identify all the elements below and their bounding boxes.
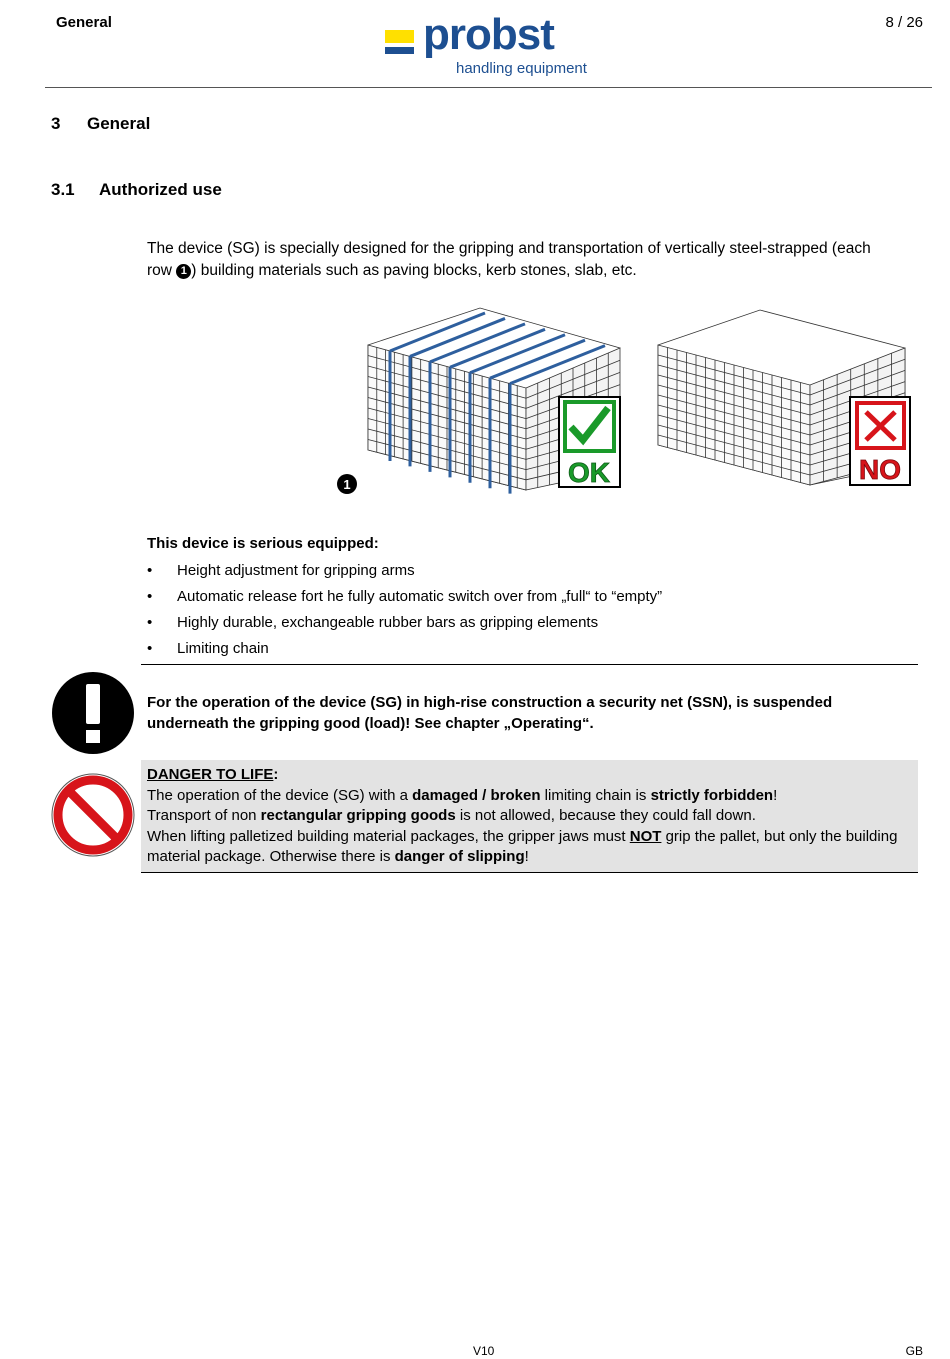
equipment-title: This device is serious equipped: (147, 535, 379, 552)
logo-blue-bar (385, 47, 414, 54)
text: grip the pallet, but only the building material package. Otherwise there is (147, 827, 898, 865)
danger-line-2 (147, 806, 912, 827)
danger-title: DANGER TO LIFE (147, 766, 274, 783)
heading-1-title: General (87, 114, 151, 133)
intro-text-1: The device (SG) is specially designed for the gripping and transportation of vertically steel-strapped (each row (147, 240, 871, 279)
text: When lifting palletized building material packages, the gripper jaws must (147, 827, 630, 845)
text: The operation of the device (SG) with a (147, 786, 413, 804)
logo-yellow-bar (385, 30, 414, 43)
intro-text-2: ) building materials such as paving blocks, kerb stones, slab, etc. (191, 262, 637, 279)
prohibition-icon (51, 773, 135, 857)
danger-colon: : (273, 766, 279, 783)
footer-version: V10 (473, 1344, 495, 1358)
figure-marker-label: 1 (343, 477, 351, 492)
text-bold: rectangular gripping goods (260, 807, 456, 824)
marker-1-icon: 1 (176, 264, 191, 279)
list-item: • Height adjustment for gripping arms (147, 560, 907, 586)
text: Transport of non (147, 807, 261, 824)
figure-marker (337, 474, 357, 494)
ok-label: OK (568, 457, 610, 488)
intro-paragraph (147, 238, 897, 282)
text-bold: strictly forbidden (650, 786, 774, 804)
probst-logo (385, 10, 605, 82)
text-bold: NOT (629, 827, 662, 845)
warning-text: For the operation of the device (SG) in high-rise construction a security net (SSN), is suspended underneath the gripping good (load)! See chapter „Operating“. (147, 694, 833, 732)
list-item: • Highly durable, exchangeable rubber bars as gripping elements (147, 612, 907, 638)
text: limiting chain is (540, 786, 651, 804)
no-sign-icon (850, 397, 910, 485)
equipment-list (147, 560, 907, 664)
text-bold: danger of slipping (394, 848, 525, 865)
logo-subtitle: handling equipment (456, 60, 587, 77)
text: is not allowed, because they could fall down. (455, 807, 756, 824)
section-divider (141, 664, 918, 665)
stack-figure (330, 300, 920, 500)
danger-title-line (147, 765, 912, 786)
header-section-title: General (56, 14, 112, 31)
danger-line-3 (147, 827, 912, 868)
danger-text (147, 765, 912, 868)
warning-exclamation-icon (51, 671, 135, 755)
no-label: NO (859, 454, 901, 485)
heading-1-number: 3 (51, 114, 61, 133)
text: ! (524, 848, 529, 865)
heading-2-title: Authorized use (99, 180, 222, 199)
list-item: • Limiting chain (147, 638, 907, 664)
text-bold: damaged / broken (412, 786, 541, 804)
list-item: • Automatic release fort he fully automatic switch over from „full“ to “empty” (147, 586, 907, 612)
heading-2-number: 3.1 (51, 180, 75, 199)
header-divider (45, 87, 932, 88)
danger-line-1 (147, 786, 912, 807)
ok-sign-icon (559, 397, 620, 488)
footer-language: GB (905, 1344, 923, 1358)
text: ! (773, 786, 778, 804)
page-number: 8 / 26 (885, 14, 923, 31)
logo-word: probst (423, 10, 554, 59)
